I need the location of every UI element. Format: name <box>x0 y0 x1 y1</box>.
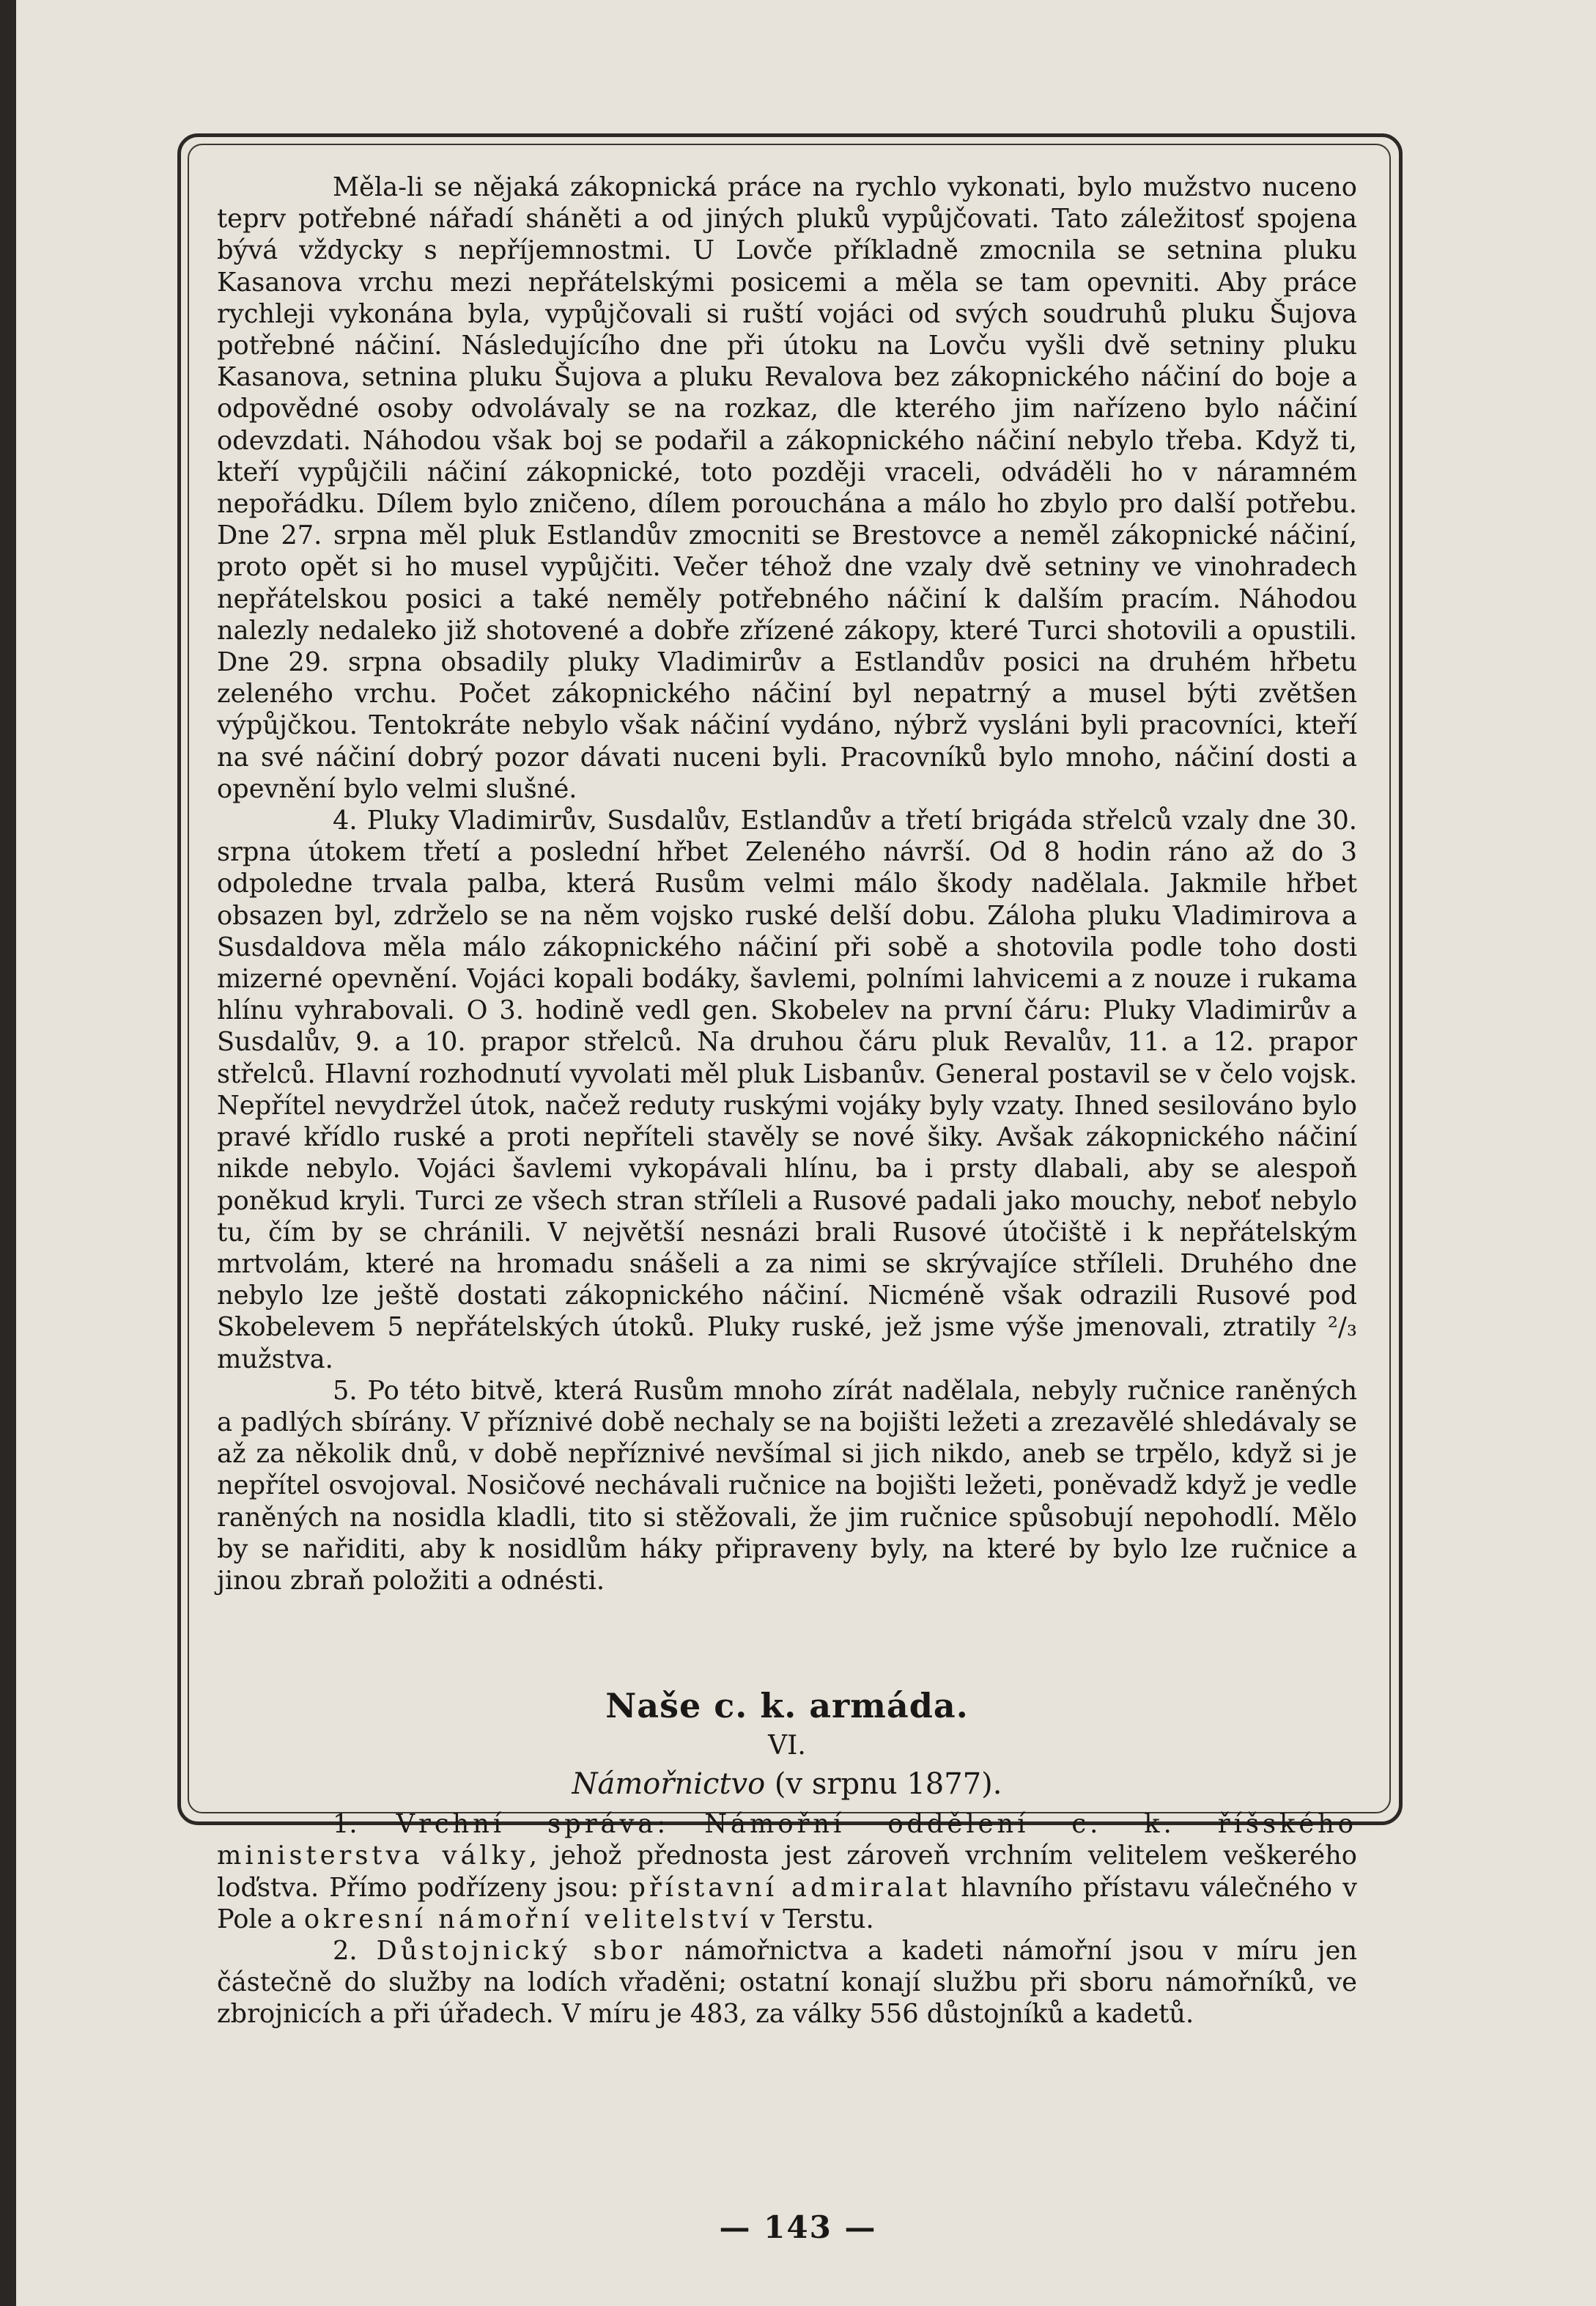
section-p1-text-2: , jehož přednosta jest zároveň vrchním velitelem veškerého loďstva. Přímo podřízeny jsou: <box>217 1841 1357 1903</box>
section-p1-lead: 1. <box>333 1809 396 1840</box>
page-binding-edge <box>0 0 16 2306</box>
page-number: — 143 — <box>719 2209 877 2245</box>
section-p1-text-3: hlavního přístavu válečného v Pole a <box>217 1872 1357 1934</box>
section-p2-text-1: námořnictva a kadeti námořní jsou v míru jen částečně do služby na lodích vřaděni; ostatní konají službu při sboru námořníků, ve zbrojnicích a při úřadech. V míru je 483, za války 556 důstojníků a kadetů. <box>217 1935 1357 2030</box>
section-subtitle <box>217 1764 1357 1804</box>
section-p1-spaced-4: okresní námořní velitelství <box>303 1904 753 1934</box>
section-p1-spaced-1: Vrchní správa <box>396 1809 657 1840</box>
section-p1-text-1: : <box>657 1809 705 1840</box>
section-paragraph-2 <box>217 1935 1357 2030</box>
section-paragraph-1 <box>217 1808 1357 1935</box>
page-content <box>217 172 1357 2030</box>
section-title: Naše c. k. armáda. <box>605 1686 969 1726</box>
article-paragraph-3: 5. Po této bitvě, která Rusům mnoho zírát nadělala, nebyly ručnice raněných a padlých sbírány. V příznivé době nechaly se na bojišti ležeti a zrezavělé shledávaly se až za několik dnů, v době nepříznivé nevšímal si jich nikdo, aneb se trpělo, když si je nepřítel osvojoval. Nosičové nechávali ručnice na bojišti ležeti, poněvadž když je vedle raněných na nosidla kladli, tito si stěžovali, že jim ručnice spůsobují nepohodlí. Mělo by se nařiditi, aby k nosidlům háky připraveny byly, na které by bylo lze ručnice a jinou zbraň položiti a odnésti. <box>217 1375 1357 1596</box>
section-p1-text-4: v Terstu. <box>752 1904 874 1934</box>
section-p1-spaced-2: Námořní oddělení c. k. říšského ministerstva války <box>217 1809 1357 1871</box>
section-p2-spaced-1: Důstojnický sbor <box>376 1935 666 1966</box>
section-subtitle-italic: Námořnictvo <box>572 1767 766 1802</box>
section-p2-lead: 2. <box>333 1935 377 1966</box>
section-number: VI. <box>768 1731 806 1761</box>
article-paragraph-2: 4. Pluky Vladimirův, Susdalův, Estlandův a třetí brigáda střelců vzaly dne 30. srpna útokem třetí a poslední hřbet Zeleného návrší. Od 8 hodin ráno až do 3 odpoledne trvala palba, která Rusům velmi málo škody nadělala. Jakmile hřbet obsazen byl, zdrželo se na něm vojsko ruské delší dobu. Záloha pluku Vladimirova a Susdaldova měla málo zákopnického náčiní při sobě a shotovila podle toho dosti mizerné opevnění. Vojáci kopali bodáky, šavlemi, polními lahvicemi a z nouze i rukama hlínu vyhrabovali. O 3. hodině vedl gen. Skobelev na první čáru: Pluky Vladimirův a Susdalův, 9. a 10. prapor střelců. Na druhou čáru pluk Revalův, 11. a 12. prapor střelců. Hlavní rozhodnutí vyvolati měl pluk Lisbanův. General postavil se v čelo vojsk. Nepřítel nevydržel útok, načež reduty ruskými vojáky byly vzaty. Ihned sesilováno bylo pravé křídlo ruské a proti nepříteli stavěly se nové šiky. Avšak zákopnického náčiní nikde nebylo. Vojáci šavlemi vykopávali hlínu, ba i prsty dlabali, aby se alespoň poněkud kryli. Turci ze všech stran stříleli a Rusové padali jako mouchy, neboť nebylo tu, čím by se chránili. V největší nesnázi brali Rusové útočiště i k nepřátelským mrtvolám, které na hromadu snášeli a za nimi se skrývajíce stříleli. Druhého dne nebylo lze ještě dostati zákopnického náčiní. Nicméně však odrazili Rusové pod Skobelevem 5 nepřátelských útoků. Pluky ruské, jež jsme výše jmenovali, ztratily ²/₃ mužstva. <box>217 806 1357 1374</box>
section-p1-spaced-3: přístavní admiralat <box>629 1872 951 1903</box>
section-subtitle-rest: (v srpnu 1877). <box>765 1767 1002 1802</box>
article-paragraph-1: Měla-li se nějaká zákopnická práce na rychlo vykonati, bylo mužstvo nuceno teprv potřebné nářadí sháněti a od jiných pluků vypůjčovati. Tato záležitosť spojena bývá vždycky s nepříjemnostmi. U Lovče příkladně zmocnila se setnina pluku Kasanova vrchu mezi nepřátelskými posicemi a měla se tam opevniti. Aby práce rychleji vykonána byla, vypůjčovali si ruští vojáci od svých soudruhů pluku Šujova potřebné náčiní. Následujícího dne při útoku na Lovču vyšli dvě setniny pluku Kasanova, setnina pluku Šujova a pluku Revalova bez zákopnického náčiní do boje a odpovědné osoby odvolávaly se na rozkaz, dle kterého jim nařízeno bylo náčiní odevzdati. Náhodou však boj se podařil a zákopnického náčiní nebylo třeba. Když ti, kteří vypůjčili náčiní zákopnické, toto později vraceli, odváděli ho v náramném nepořádku. Dílem bylo zničeno, dílem porouchána a málo ho zbylo pro další potřebu. Dne 27. srpna měl pluk Estlandův zmocniti se Brestovce a neměl zákopnické náčiní, proto opět si ho musel vypůjčiti. Večer téhož dne vzaly dvě setniny ve vinohradech nepřátelskou posici a také neměly potřebného náčiní k dalším pracím. Náhodou nalezly nedaleko již shotovené a dobře zřízené zákopy, které Turci shotovili a opustili. Dne 29. srpna obsadily pluky Vladimirův a Estlandův posici na druhém hřbetu zeleného vrchu. Počet zákopnického náčiní byl nepatrný a musel býti zvětšen výpůjčkou. Tentokráte nebylo však náčiní vydáno, nýbrž vysláni byli pracovníci, kteří na své náčiní dobrý pozor dávati nuceni byli. Pracovníků bylo mnoho, náčiní dosti a opevnění bylo velmi slušné. <box>217 172 1357 804</box>
